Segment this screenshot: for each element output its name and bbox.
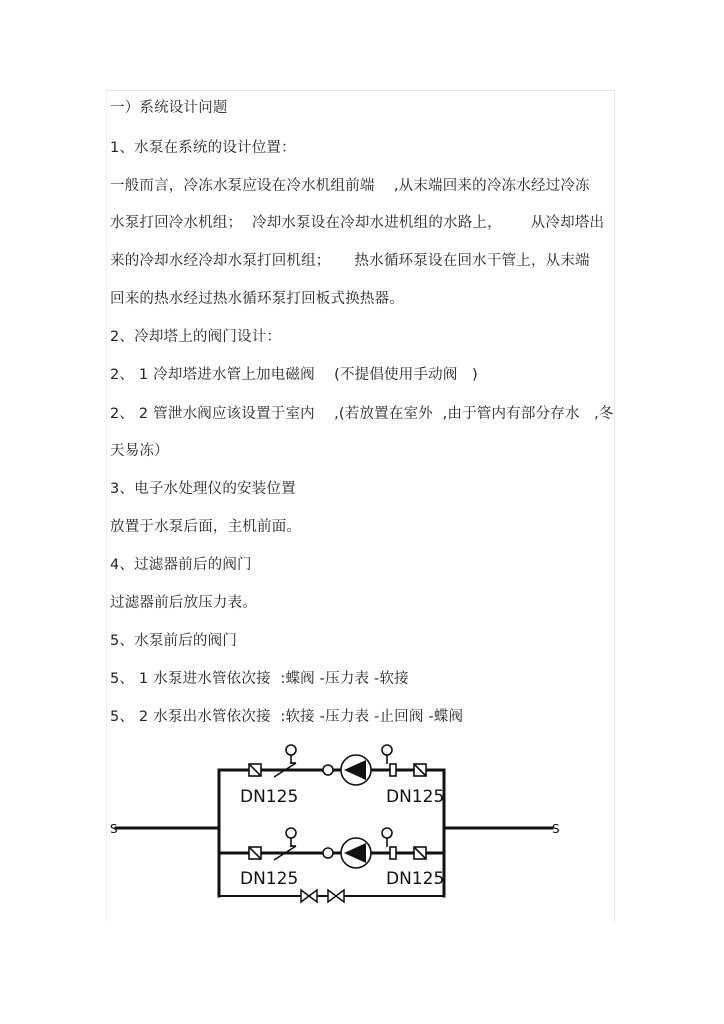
pressure-gauge-icon [286,828,296,838]
dn-label-top-left: DN125 [240,787,299,807]
heading-water-treatment: 3、电子水处理仪的安装位置 [110,481,296,497]
flex-joint-icon [323,848,333,858]
gate-valve-icon [328,890,344,902]
end-left-label: S [110,822,118,836]
paragraph-line: 回来的热水经过热水循环泵打回板式换热器。 [110,291,404,307]
heading-filter-valves: 4、过滤器前后的阀门 [110,557,252,573]
heading-pump-valves: 5、水泵前后的阀门 [110,633,238,649]
top-branch-components [249,745,426,785]
paragraph-line: 2、 1 冷却塔进水管上加电磁阀 (不提倡使用手动阀 ) [110,367,478,383]
paragraph-line: 过滤器前后放压力表。 [110,595,257,611]
gate-valve-icon [301,890,317,902]
pressure-gauge-icon [286,745,296,755]
dn-label-bottom-right: DN125 [386,869,445,889]
dn-label-bottom-left: DN125 [240,869,299,889]
paragraph-line: 5、 2 水泵出水管依次接 :软接 -压力表 -止回阀 -蝶阀 [110,709,464,725]
paragraph-line: 一般而言，冷冻水泵应设在冷水机组前端 ,从末端回来的冷冻水经过冷冻 [110,178,590,194]
paragraph-line: 水泵打回冷水机组； 冷却水泵设在冷却水进机组的水路上， 从冷却塔出 [110,215,605,231]
flex-joint-icon [390,764,396,776]
flex-joint-icon [323,765,333,775]
section-heading: 一）系统设计问题 [110,100,228,116]
heading-pump-position: 1、水泵在系统的设计位置： [110,140,296,156]
paragraph-line: 放置于水泵后面，主机前面。 [110,519,302,535]
pump-piping-diagram [106,733,568,923]
paragraph-line: 来的冷却水经冷却水泵打回机组； 热水循环泵设在回水干管上，从末端 [110,253,590,269]
heading-cooling-tower-valves: 2、冷却塔上的阀门设计： [110,329,282,345]
dn-label-top-right: DN125 [386,787,445,807]
paragraph-line: 5、 1 水泵进水管依次接 :蝶阀 -压力表 -软接 [110,671,409,687]
end-right-label: S [552,822,560,836]
flex-joint-icon [390,847,396,859]
paragraph-line: 2、 2 管泄水阀应该设置于室内 ,(若放置在室外 ,由于管内有部分存水 ,冬 [110,406,614,422]
pressure-gauge-icon [382,745,392,755]
paragraph-line: 天易冻） [110,443,169,459]
bottom-branch-components [249,828,426,868]
pressure-gauge-icon [382,828,392,838]
